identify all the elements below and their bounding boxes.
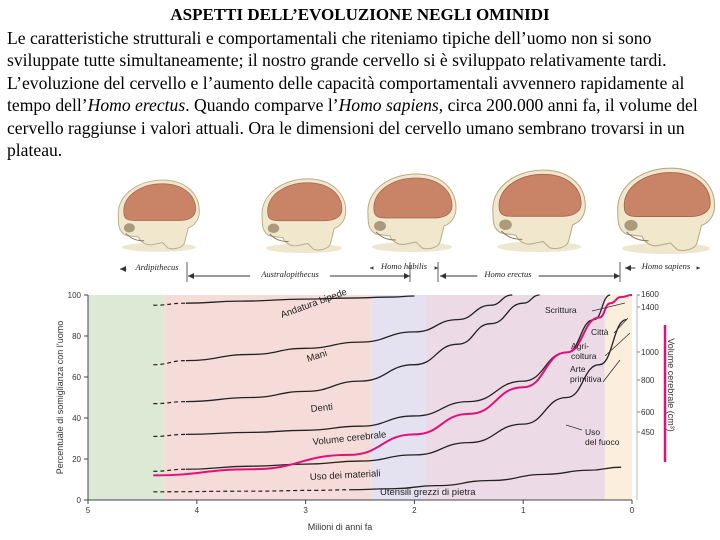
series-label-andatura-bipede: Andatura bipede [279, 286, 349, 321]
timeline-arrow-left [188, 273, 194, 279]
paragraph-species-1: Homo erectus [87, 95, 186, 116]
series-label-utensili-grezzi-di-pietra: Utensili grezzi di pietra [380, 487, 476, 498]
y2-tick-label: 450 [641, 428, 655, 437]
annotation-text: Arte [570, 364, 586, 374]
skull-shadow [622, 243, 710, 254]
paragraph-text-2: . Quando comparve l’ [185, 95, 339, 116]
skull-eye-socket [624, 220, 637, 231]
skull-shadow [372, 242, 452, 252]
skull-eye-socket [268, 224, 279, 234]
x-tick-label: 3 [303, 506, 308, 515]
annotation-text: del fuoco [585, 437, 620, 447]
x-tick-label: 2 [412, 506, 417, 515]
skull-eye-socket [499, 219, 512, 230]
annotation-text: Scrittura [545, 305, 577, 315]
skull-shadow [497, 242, 581, 253]
timeline-span-ardipithecus [120, 261, 188, 272]
y2-tick-label: 600 [641, 408, 655, 417]
skull-homo-sapiens [618, 168, 715, 254]
x-tick-label: 1 [520, 506, 526, 515]
y-tick-label: 60 [72, 373, 81, 382]
timeline-label: Australopithecus [261, 269, 319, 279]
series-label-denti: Denti [310, 401, 334, 415]
skull-australopithecus [262, 179, 346, 253]
annotation-text: Agri- [571, 341, 589, 351]
annotation-text: Città [591, 327, 609, 337]
y2-tick-label: 800 [641, 376, 655, 385]
x-tick-label: 5 [85, 506, 91, 515]
timeline-label: Ardipithecus [135, 262, 179, 272]
y2-tick-label: 1400 [641, 303, 659, 312]
timeline-arrow-left [120, 266, 126, 272]
timeline-span-homo-habilis [370, 260, 438, 271]
skull-shadow [122, 243, 196, 252]
skull-shadow [266, 244, 342, 254]
y-axis-label: Percentuale di somiglianza con l’uomo [55, 320, 65, 475]
skull-homo-erectus [493, 170, 586, 252]
y-tick-label: 20 [72, 455, 81, 464]
x-tick-label: 0 [629, 506, 635, 515]
timeline-label: Homo habilis [380, 261, 428, 271]
series-label-uso-dei-materiali: Uso dei materiali [309, 468, 381, 483]
timeline-label: Homo sapiens [641, 261, 691, 271]
timeline-arrow-left [625, 265, 631, 271]
annotation-text: primitiva [570, 374, 602, 384]
timeline-arrow-right [614, 273, 620, 279]
paragraph-text-1: Le caratteristiche strutturali e comportamentali che riteniamo tipiche dell’uomo non si sono sviluppate tutte simultaneamente; il nostro grande cervello si è sviluppato relativamente tardi. L’evoluzione del cervello e l’aumento delle capacità comportamentali avvennero rapidamente al tempo dell’ [7, 28, 685, 116]
skull-eye-socket [374, 221, 386, 231]
timeline-label: Homo erectus [484, 269, 532, 279]
timeline-arrow-left [440, 273, 446, 279]
skull-ardipithecus [118, 180, 199, 252]
annotation-text: Uso [585, 427, 601, 437]
slide-title: ASPETTI DELL’EVOLUZIONE NEGLI OMINIDI [170, 5, 550, 24]
y2-tick-label: 1000 [641, 348, 659, 357]
skull-eye-socket [124, 223, 135, 232]
y2-axis-label: Volume cerebrale (cm³) [666, 338, 676, 432]
series-label-mani: Mani [305, 348, 329, 365]
y-tick-label: 40 [72, 414, 81, 423]
timeline-arrow-right [404, 273, 410, 279]
y-tick-label: 0 [76, 496, 81, 505]
skull-homo-habilis [368, 174, 456, 252]
timeline-span-homo-sapiens [625, 260, 700, 271]
y-tick-label: 80 [72, 332, 81, 341]
y2-tick-label: 1600 [641, 290, 659, 299]
timeline-span-homo-erectus [440, 268, 620, 279]
series-label-volume-cerebrale: Volume cerebrale [312, 429, 387, 448]
paragraph-species-2: Homo sapiens [338, 95, 439, 116]
period-band-homo-erectus [425, 295, 605, 500]
y-tick-label: 100 [67, 291, 81, 300]
annotation-text: coltura [571, 351, 597, 361]
x-tick-label: 4 [194, 506, 200, 515]
period-band-ardipithecus [88, 295, 164, 500]
paragraph-text-3: , circa 200.000 anni fa, il volume del cervello raggiunse i valori attuali. Ora le dimensioni del cervello umano sembrano trovarsi in un plateau. [7, 95, 698, 161]
x-axis-label: Milioni di anni fa [307, 522, 373, 532]
